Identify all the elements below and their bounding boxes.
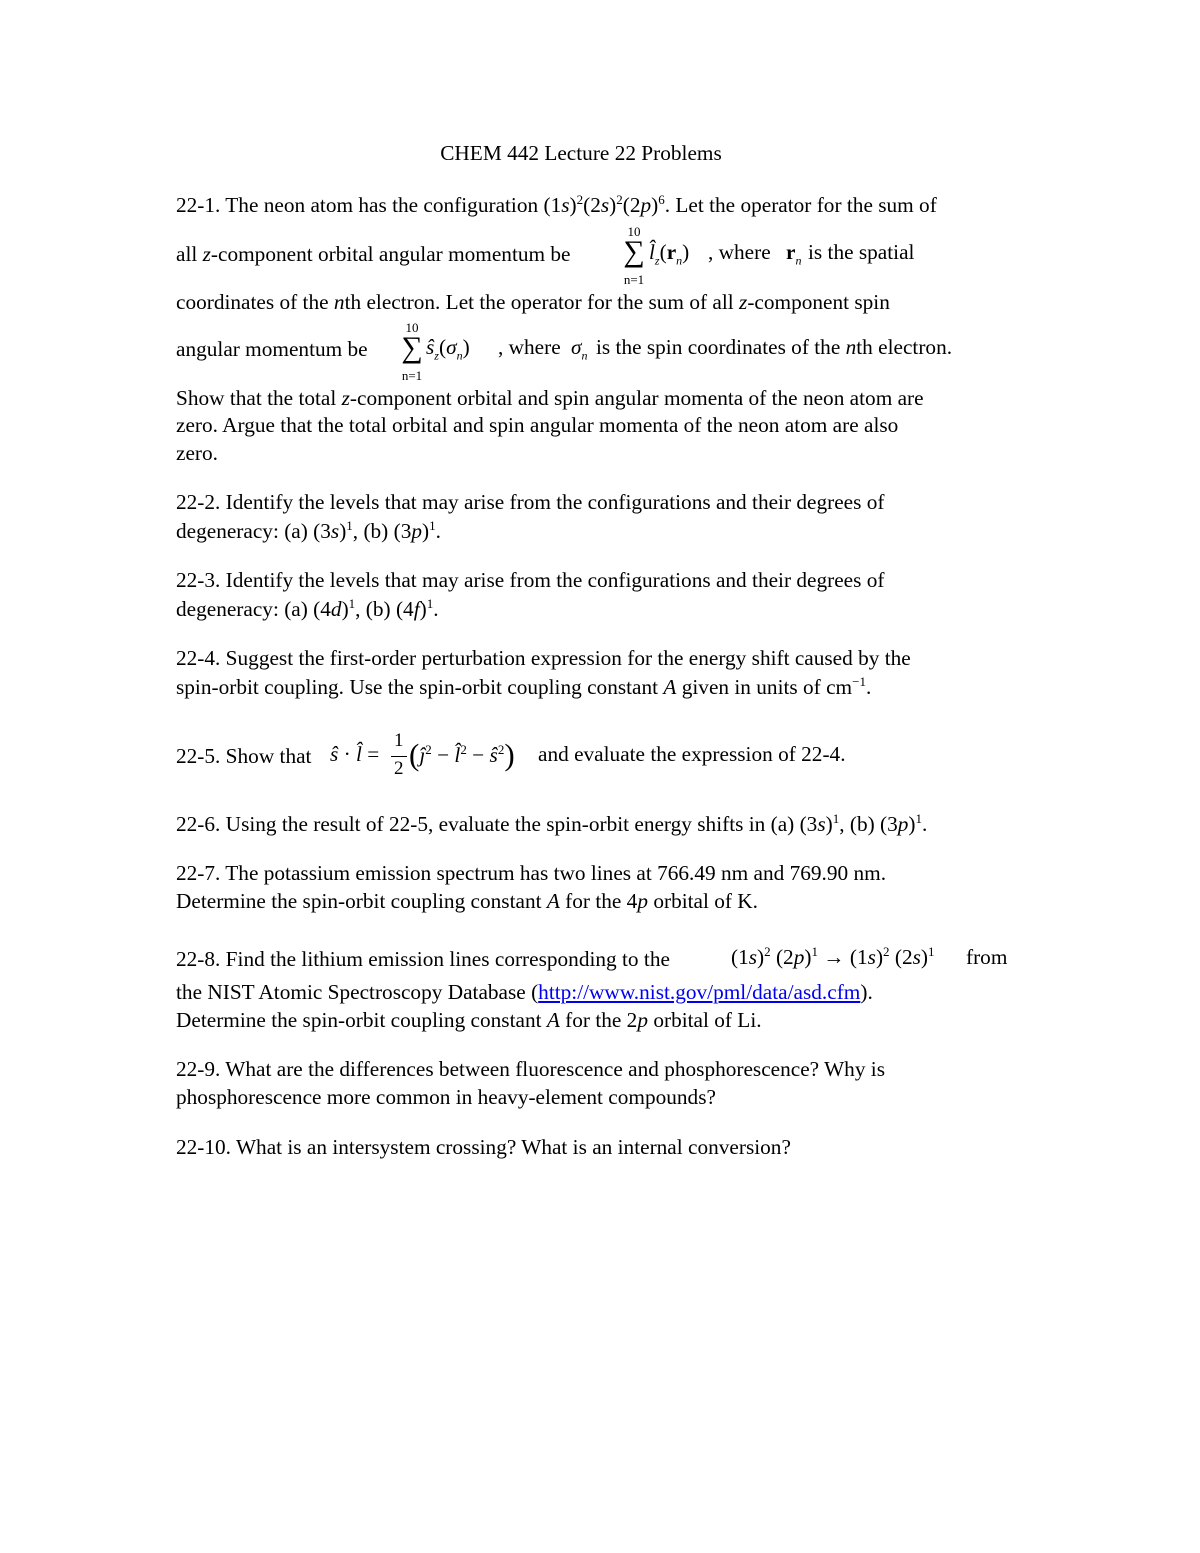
problem-22-6: 22-6. Using the result of 22-5, evaluate the spin-orbit energy shifts in (a) $(3s)^1$, (b) $(3p)^1$. (176, 811, 928, 836)
transition-expression: $(1s)^2$ $(2p)^1 \to (1s)^2$ $(2s)^1$ (731, 944, 935, 969)
fraction-denominator: 2 (394, 758, 404, 779)
problem-22-1-line-7: zero. (176, 441, 218, 465)
problem-22-1-line-6: zero. Argue that the total orbital and spin angular momenta of the neon atom are also (176, 413, 899, 437)
problem-22-9-line-1: 22-9. What are the differences between fluorescence and phosphorescence? Why is (176, 1057, 885, 1081)
problem-22-2-line-2: degeneracy: (a) $(3s)^1$, (b) $(3p)^1$. (176, 518, 441, 543)
problem-22-9-line-2: phosphorescence more common in heavy-element compounds? (176, 1085, 716, 1109)
sum-lower-limit-2: n=1 (401, 368, 423, 383)
problem-22-1-line-1: 22-1. The neon atom has the configuration $(1s)^2(2s)^2(2p)^6$. Let the operator for the sum of (176, 192, 937, 217)
problem-22-1-line-3: coordinates of the nth electron. Let the operator for the sum of all z-component spin (176, 290, 890, 314)
page-title: CHEM 442 Lecture 22 Problems (440, 141, 722, 165)
spin-operator-expression: $ŝ_z(\sigma_n)$ (426, 335, 470, 363)
summation-symbol-2: ∑ (401, 331, 423, 364)
sum-upper-limit-2: 10 (405, 320, 419, 335)
spin-orbit-dot-product: ŝ · l̂ = (330, 742, 380, 766)
problem-22-7-line-1: 22-7. The potassium emission spectrum has two lines at 766.49 nm and 769.90 nm. (176, 861, 887, 885)
problem-22-1-line-5: Show that the total z-component orbital and spin angular momenta of the neon atom are (176, 386, 924, 410)
problem-22-10: 22-10. What is an intersystem crossing? What is an internal conversion? (176, 1135, 791, 1159)
sum-lower-limit: n=1 (623, 272, 645, 287)
document-page: CHEM 442 Lecture 22 Problems 22-1. The neon atom has the configuration $(1s)^2(2s)^2(2p)^6$. Let the operator for the sum of all z-component orbital angular momentum be 10 ∑ n=1 $l̂_z(r_n)$ , where $r_n$ is the spatial coordinates of the nth electron. Let the operator for the sum of all z-component spin angular momentum be 10 ∑ n=1 $ŝ_z(\sigma_n)$ , where $\sigma_n$ is the spin coordinates of the nth electron. Show that the total z-component orbital and spin angular momenta of the neon atom are zero. Argue that the total orbital and spin angular momenta of the neon atom are also zero. 22-2. Identify the levels that may arise from the configurations and their degrees of degeneracy: (a) $(3s)^1$, (b) $(3p)^1$. 22-3. Identify the levels that may arise from the configurations and their degrees of degeneracy: (a) $(4d)^1$, (b) $(4f)^1$. 22-4. Suggest the first-order perturbation expression for the energy shift caused by the spin-orbit coupling. Use the spin-orbit coupling constant A given in units of $cm^{-1}$. 22-5. Show that ŝ · l̂ = 1 2 ($ĵ^2$ − l̂$^2$ − $ŝ^2$) and evaluate the expression of 22-4. 22-6. Using the result of 22-5, evaluate the spin-orbit energy shifts in (a) $(3s)^1$, (b) $(3p)^1$. 22-7. The potassium emission spectrum has two lines at 766.49 nm and 769.90 nm. Determine the spin-orbit coupling constant A for the 4p orbital of K. 22-8. Find the lithium emission lines corresponding to the $(1s)^2$ $(2p)^1 \to (1s)^2$ $(2s)^1$ from the NIST Atomic Spectroscopy Database (http://www.nist.gov/pml/data/asd.cfm). Determine the spin-orbit coupling constant A for the 2p orbital of Li. 22-9. What are the differences between fluorescence and phosphorescence? Why is phosphorescence more common in heavy-element compounds? 22-10. What is an intersystem crossing? What is an internal conversion? (176, 141, 1008, 1159)
spin-coordinate: $\sigma_n$ (571, 335, 588, 363)
problem-22-4-line-2: spin-orbit coupling. Use the spin-orbit coupling constant A given in units of $cm^{-1}$. (176, 674, 872, 699)
problem-22-7-line-2: Determine the spin-orbit coupling constant A for the 4p orbital of K. (176, 889, 759, 913)
problem-22-8-line-2: the NIST Atomic Spectroscopy Database (http://www.nist.gov/pml/data/asd.cfm). (176, 980, 873, 1004)
sum-upper-limit: 10 (627, 224, 641, 239)
problem-22-3-line-1: 22-3. Identify the levels that may arise from the configurations and their degrees of (176, 568, 885, 592)
fraction-numerator: 1 (394, 730, 404, 751)
problem-22-2-line-1: 22-2. Identify the levels that may arise from the configurations and their degrees of (176, 490, 885, 514)
problem-22-3-line-2: degeneracy: (a) $(4d)^1$, (b) $(4f)^1$. (176, 596, 439, 621)
nist-database-link[interactable]: http://www.nist.gov/pml/data/asd.cfm (538, 980, 861, 1004)
orbital-operator-expression: $l̂_z(r_n)$ (649, 240, 690, 268)
position-vector: $r_n$ (786, 240, 802, 268)
problem-22-4-line-1: 22-4. Suggest the first-order perturbation expression for the energy shift caused by the (176, 646, 911, 670)
angular-momentum-expression: ($ĵ^2$ − l̂$^2$ − $ŝ^2$) (409, 737, 515, 772)
problem-22-8-line-3: Determine the spin-orbit coupling constant A for the 2p orbital of Li. (176, 1008, 762, 1032)
summation-symbol: ∑ (623, 235, 645, 268)
